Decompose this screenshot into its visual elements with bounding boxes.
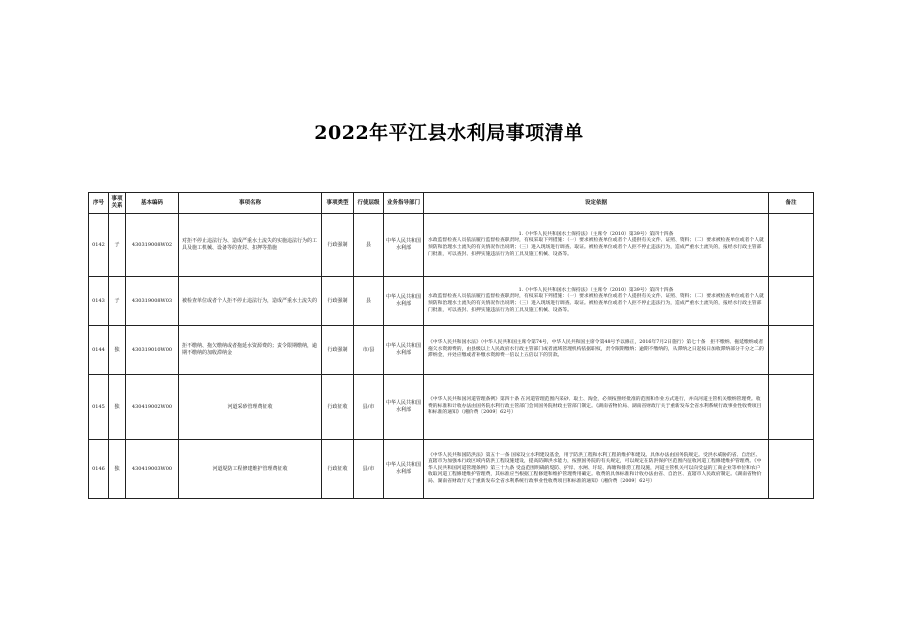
cell-type: 行政强制 <box>322 214 354 277</box>
cell-dept: 中华人民共和国水利部 <box>384 375 424 440</box>
cell-note <box>769 326 814 375</box>
header-type: 事项类型 <box>322 193 354 214</box>
cell-type: 行政强制 <box>322 326 354 375</box>
cell-code: 430419003W00 <box>126 440 179 499</box>
cell-note <box>769 375 814 440</box>
cell-name: 拒不缴纳、拖欠缴纳或者拖延水资源费的；责令限期缴纳，逾期不缴纳的加收滞纳金 <box>179 326 322 375</box>
cell-basis <box>424 326 769 375</box>
cell-name: 对拒不停止违法行为、造成严重水土流失的实施违法行为的工具及施工机械、设备等的查封、扣押等措施 <box>179 214 322 277</box>
cell-type: 行政征收 <box>322 375 354 440</box>
cell-basis <box>424 277 769 326</box>
cell-name: 河道采砂管理费征收 <box>179 375 322 440</box>
cell-dept: 中华人民共和国水利部 <box>384 440 424 499</box>
basis-body: 水政监督检查人员依法履行监督检查职责时，有权采取下列措施：（一）要求被检查单位或者个人提供有关文件、证照、资料；（二）要求被检查单位或者个人就预防和治理水土流失的有关情况作出说明；（三）进入现场进行调查、取证。被检查单位或者个人拒不停止违法行为，造成严重水土流失的，报经水行政主管部门批准，可以查封、扣押实施违法行为的工具及施工机械、设备等。 <box>428 294 764 313</box>
cell-code: 430319008W03 <box>126 277 179 326</box>
cell-relation: 独 <box>109 375 126 440</box>
cell-relation: 独 <box>109 326 126 375</box>
header-code: 基本编码 <box>126 193 179 214</box>
cell-note <box>769 214 814 277</box>
cell-relation: 子 <box>109 277 126 326</box>
basis-body: 《中华人民共和国河道管理条例》第四十条 在河道管理范围内采砂、取土、淘金，必须按照经批准的范围和作业方式进行，并向河道主管机关缴纳管理费。收费的标准和计收办法由国务院水利行政主管部门会同国务院财政主管部门制定。《湖南省物价局、湖南省财政厅关于重新发布全省水利系统行政事业性收费项目和标准的通知》（湘价费〔2009〕62号） <box>428 397 762 416</box>
cell-level: 县 <box>354 277 384 326</box>
cell-code: 430419002W00 <box>126 375 179 440</box>
cell-name: 被检查单位或者个人拒不停止违法行为，造成严重水土流失的 <box>179 277 322 326</box>
cell-basis <box>424 440 769 499</box>
cell-dept: 中华人民共和国水利部 <box>384 277 424 326</box>
cell-note <box>769 440 814 499</box>
header-name: 事项名称 <box>179 193 322 214</box>
basis-title: 1.《中华人民共和国水土保持法》（主席令（2010）第39号）第四十四条 <box>518 231 674 237</box>
table-header-row <box>89 193 814 214</box>
cell-type: 行政征收 <box>322 440 354 499</box>
cell-level: 市/县 <box>354 326 384 375</box>
basis-body: 《中华人民共和国防洪法》第五十一条 国家设立水利建设基金，用于防洪工程和水利工程的维护和建设。具体办法由国务院规定。受洪水威胁的省、自治区、直辖市为加强本行政区域内防洪工程设施建设，提高防御洪水能力，按照国务院的有关规定，可以规定在防洪保护区范围内征收河道工程修建维护管理费。《中华人民共和国河道管理条例》第三十九条 受益范围明确的堤防、护岸、水闸、圩垸、海塘和排涝工程设施，河道主管机关可以向受益的工商企业等单位和农户收取河道工程修建维护管理费，其标准应当根据工程修建和维护管理费用确定。收费的具体标准和计收办法由省、自治区、直辖市人民政府制定。《湖南省物价局、湖南省财政厅关于重新发布全省水利系统行政事业性收费项目和标准的通知》（湘价费〔2009〕62号） <box>428 452 762 484</box>
matters-table <box>88 192 814 499</box>
cell-dept: 中华人民共和国水利部 <box>384 326 424 375</box>
cell-note <box>769 277 814 326</box>
table-row <box>89 214 814 277</box>
cell-seq: 0142 <box>89 214 109 277</box>
cell-relation: 独 <box>109 440 126 499</box>
header-relation: 事项关系 <box>109 193 126 214</box>
header-dept: 业务指导部门 <box>384 193 424 214</box>
header-basis: 设定依据 <box>424 193 769 214</box>
cell-relation: 子 <box>109 214 126 277</box>
header-level: 行使层级 <box>354 193 384 214</box>
cell-code: 430319008W02 <box>126 214 179 277</box>
cell-level: 县/市 <box>354 375 384 440</box>
cell-seq: 0143 <box>89 277 109 326</box>
table-row <box>89 375 814 440</box>
table-row <box>89 277 814 326</box>
cell-seq: 0146 <box>89 440 109 499</box>
header-note: 备注 <box>769 193 814 214</box>
cell-seq: 0145 <box>89 375 109 440</box>
basis-body: 水政监督检查人员依法履行监督检查职责时，有权采取下列措施：（一）要求被检查单位或者个人提供有关文件、证照、资料；（二）要求被检查单位或者个人就预防和治理水土流失的有关情况作出说明；（三）进入现场进行调查、取证。被检查单位或者个人拒不停止违法行为，造成严重水土流失的，报经水行政主管部门批准，可以查封、扣押实施违法行为的工具及施工机械、设备等。 <box>428 238 764 257</box>
table-row <box>89 326 814 375</box>
cell-basis <box>424 214 769 277</box>
cell-type: 行政强制 <box>322 277 354 326</box>
table-row <box>89 440 814 499</box>
basis-title: 1.《中华人民共和国水土保持法》（主席令（2010）第39号）第四十四条 <box>518 287 674 293</box>
cell-level: 县/市 <box>354 440 384 499</box>
header-seq: 序号 <box>89 193 109 214</box>
cell-name: 河道堤防工程修建维护管理费征收 <box>179 440 322 499</box>
cell-seq: 0144 <box>89 326 109 375</box>
basis-body: 《中华人民共和国水法》（中华人民共和国主席令第74号，中华人民共和国主席令第48号予以修正，2016年7月2日施行）第七十条 拒不缴纳、拖延缴纳或者拖欠水资源费的，由县级以上人民政府水行政主管部门或者流域管理机构依据职权，责令限期缴纳；逾期不缴纳的，从滞纳之日起按日加收滞纳部分千分之二的滞纳金，并处应缴或者补缴水资源费一倍以上五倍以下的罚款。 <box>428 340 764 359</box>
cell-basis <box>424 375 769 440</box>
cell-code: 430319010W00 <box>126 326 179 375</box>
page-title: 2022年平江县水利局事项清单 <box>314 122 584 144</box>
cell-level: 县 <box>354 214 384 277</box>
cell-dept: 中华人民共和国水利部 <box>384 214 424 277</box>
